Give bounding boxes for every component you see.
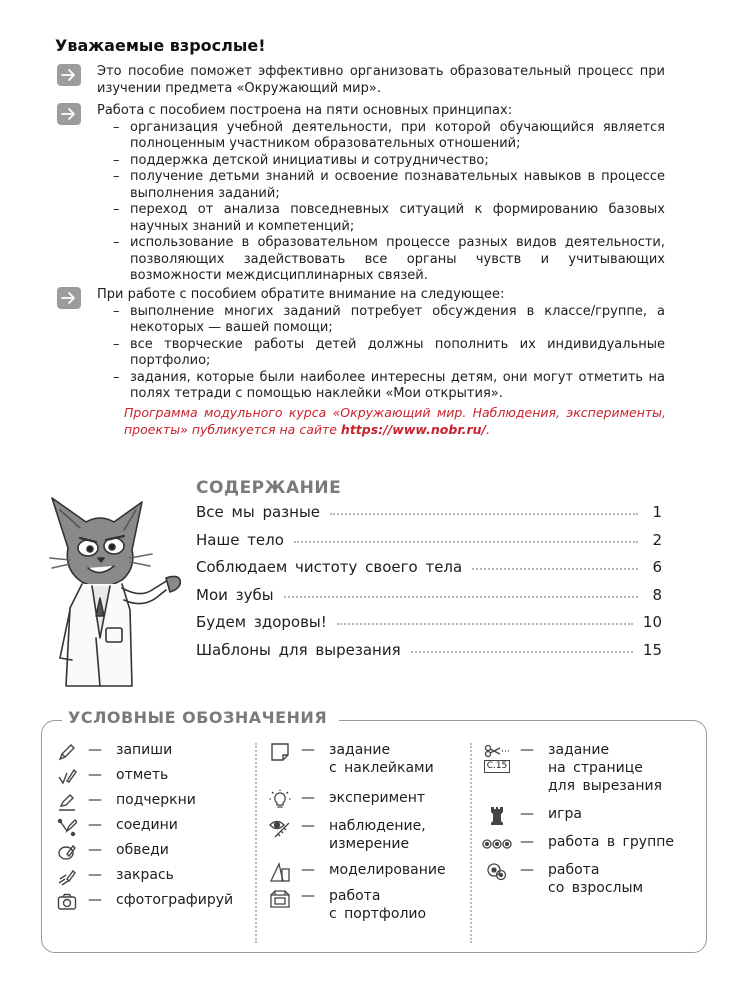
toc-title: Наше тело [196, 530, 284, 549]
circle-pencil-icon [54, 841, 80, 863]
list-item: – организация учебной деятельности, при которой обучающийся является полноценным участником образовательных отношений; [113, 120, 665, 153]
legend-box [41, 708, 707, 953]
shapes-icon [267, 861, 293, 883]
leader-dots [472, 568, 638, 570]
checkmark-icon [54, 766, 80, 788]
list-item: – задания, которые были наиболее интересны детям, они могут отметить на полях тетради с помощью наклейки «Мои открытия». [113, 370, 665, 403]
coloring-pencil-icon [54, 866, 80, 888]
legend-label: запиши [116, 742, 173, 758]
column-divider [470, 743, 472, 943]
principles-block [57, 103, 665, 285]
dash: — [520, 742, 534, 758]
legend-label: игра [548, 806, 582, 822]
legend-item [267, 789, 446, 817]
dash: — [88, 842, 102, 858]
toc-title: Будем здоровы! [196, 613, 327, 631]
page-ref-badge: С.15 [484, 760, 511, 773]
legend-label: соедини [116, 817, 178, 833]
scissors-icon [482, 741, 512, 775]
list-item: – выполнение многих заданий потребует обсуждения в классе/группе, а некоторых — вашей помощи; [113, 304, 665, 337]
toc-page: 6 [652, 558, 662, 576]
legend-label: работа в группе [548, 834, 674, 850]
legend-item [54, 766, 233, 791]
toc-heading: СОДЕРЖАНИЕ [196, 478, 342, 498]
eye-ruler-icon [267, 817, 293, 839]
toc-page: 10 [642, 613, 662, 631]
legend-label: работа с портфолио [329, 888, 427, 922]
legend-item [54, 791, 233, 816]
cat-teacher-illustration [40, 488, 190, 688]
legend-item [267, 817, 446, 861]
toc-row[interactable] [196, 503, 662, 531]
dash: — [301, 790, 315, 806]
legend-label: обведи [116, 842, 169, 858]
legend-label: подчеркни [116, 792, 196, 808]
legend-label: наблюдение, измерение [329, 818, 426, 852]
table-of-contents [196, 503, 662, 668]
list-item: – все творческие работы детей должны пополнить их индивидуальные портфолио; [113, 337, 665, 370]
toc-title: Шаблоны для вырезания [196, 640, 401, 659]
dash: — [520, 806, 534, 822]
legend-label: задание на странице для вырезания [548, 742, 663, 794]
legend-label: сфотографируй [116, 892, 234, 908]
connect-pencil-icon [54, 816, 80, 838]
legend-item [482, 741, 674, 805]
dash: — [88, 767, 102, 783]
sticker-icon [267, 741, 293, 763]
dash: — [520, 862, 534, 878]
legend-label: закрась [116, 867, 174, 883]
legend-item [54, 841, 233, 866]
intro-block [57, 64, 665, 97]
legend-column-1 [54, 741, 233, 916]
site-link[interactable]: https://www.nobr.ru/ [340, 422, 487, 437]
program-note [124, 404, 666, 438]
underline-pencil-icon [54, 791, 80, 813]
camera-icon [54, 891, 80, 913]
dash: — [88, 792, 102, 808]
lightbulb-icon [267, 789, 293, 811]
legend-item [482, 833, 674, 861]
attention-lead: При работе с пособием обратите внимание на следующее: [97, 287, 505, 302]
dash: — [88, 817, 102, 833]
toc-row[interactable] [196, 558, 662, 586]
leader-dots [284, 596, 638, 598]
pencil-icon [54, 741, 80, 763]
legend-item [54, 816, 233, 841]
toc-title: Все мы разные [196, 503, 321, 521]
arrow-icon [57, 287, 81, 309]
toc-row[interactable] [196, 613, 662, 641]
legend-label: задание с наклейками [329, 742, 434, 776]
toc-page: 2 [652, 530, 662, 549]
legend-label: моделирование [329, 862, 446, 878]
dash: — [301, 818, 315, 834]
leader-dots [337, 623, 633, 625]
legend-item [482, 805, 674, 833]
dash: — [301, 888, 315, 904]
principles-list [113, 120, 665, 285]
column-divider [255, 743, 257, 943]
dash: — [88, 892, 102, 908]
program-note-text: Программа модульного курса «Окружающий мир. Наблюдения, эксперименты, проекты» публикуется на сайте [124, 405, 666, 437]
leader-dots [294, 541, 638, 543]
attention-block [57, 287, 665, 403]
legend-column-3 [482, 741, 674, 905]
legend-item [267, 887, 446, 931]
legend-item [267, 861, 446, 887]
dash: — [88, 867, 102, 883]
toc-page: 15 [642, 640, 662, 659]
toc-page: 8 [652, 585, 662, 604]
legend-label: эксперимент [329, 790, 426, 806]
group-icon [482, 833, 512, 855]
principles-lead: Работа с пособием построена на пяти основных принципах: [97, 103, 513, 118]
leader-dots [330, 513, 638, 515]
legend-item [54, 891, 233, 916]
list-item: – получение детьми знаний и освоение познавательных навыков в процессе выполнения заданий; [113, 169, 665, 202]
attention-list [113, 304, 665, 403]
legend-item [54, 866, 233, 891]
dash: — [301, 862, 315, 878]
legend-heading: УСЛОВНЫЕ ОБОЗНАЧЕНИЯ [62, 708, 339, 727]
dash: — [301, 742, 315, 758]
toc-page: 1 [652, 503, 662, 521]
legend-item [54, 741, 233, 766]
toc-row[interactable] [196, 641, 662, 669]
legend-item [267, 741, 446, 789]
portfolio-icon [267, 887, 293, 909]
legend-column-2 [267, 741, 446, 931]
dash: — [88, 742, 102, 758]
legend-item [482, 861, 674, 905]
page-title: Уважаемые взрослые! [55, 36, 266, 55]
legend-label: отметь [116, 767, 169, 783]
dash: — [520, 834, 534, 850]
chess-rook-icon [482, 805, 512, 827]
toc-row[interactable] [196, 531, 662, 559]
leader-dots [411, 651, 633, 653]
arrow-icon [57, 64, 81, 86]
toc-title: Соблюдаем чистоту своего тела [196, 558, 463, 576]
list-item: – поддержка детской инициативы и сотрудничество; [113, 153, 665, 170]
toc-title: Мои зубы [196, 585, 274, 604]
program-note-tail: . [486, 422, 491, 437]
list-item: – переход от анализа повседневных ситуаций к формированию базовых научных знаний и компетенций; [113, 202, 665, 235]
toc-row[interactable] [196, 586, 662, 614]
list-item: – использование в образовательном процессе разных видов деятельности, позволяющих задействовать все органы чувств и учитывающих возможности междисциплинарных связей. [113, 235, 665, 285]
legend-label: работа со взрослым [548, 862, 644, 896]
arrow-icon [57, 103, 81, 125]
intro-text: Это пособие поможет эффективно организовать образовательный процесс при изучении предмета «Окружающий мир». [97, 64, 665, 96]
adult-icon [482, 861, 512, 883]
